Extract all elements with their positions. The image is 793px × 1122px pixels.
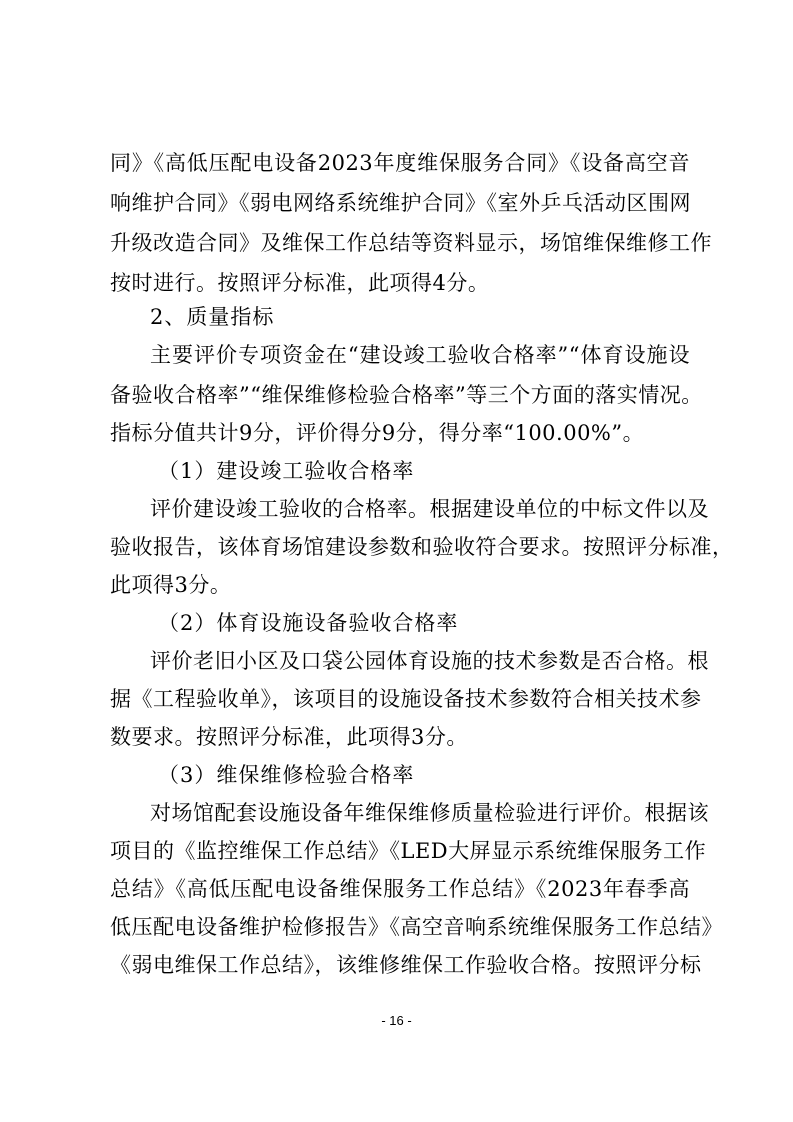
paragraph-line: 总结》《高低压配电设备维保服务工作总结》《2023年春季高: [110, 877, 690, 901]
paragraph-line: 对场馆配套设施设备年维保维修质量检验进行评价。根据该: [150, 801, 709, 825]
paragraph-line: 《弱电维保工作总结》，该维修维保工作验收合格。按照评分标: [110, 953, 702, 977]
paragraph-line: 按时进行。按照评分标准，此项得4分。: [110, 271, 490, 295]
paragraph-line: 评价建设竣工验收的合格率。根据建设单位的中标文件以及: [150, 497, 709, 521]
page-number: - 16 -: [381, 1013, 412, 1028]
paragraph-line: 评价老旧小区及口袋公园体育设施的技术参数是否合格。根: [150, 649, 709, 673]
paragraph-line: 备验收合格率”“维保维修检验合格率”等三个方面的落实情况。: [110, 383, 703, 407]
subsection-heading-2: （2）体育设施设备验收合格率: [158, 611, 459, 635]
paragraph-line: 指标分值共计9分，评价得分9分，得分率“100.00%”。: [110, 421, 645, 445]
paragraph-line: 此项得3分。: [110, 573, 232, 597]
subsection-heading-1: （1）建设竣工验收合格率: [158, 459, 415, 483]
paragraph-line: 项目的《监控维保工作总结》《LED大屏显示系统维保服务工作: [110, 839, 707, 863]
paragraph-line: 升级改造合同》及维保工作总结等资料显示，场馆维保维修工作: [110, 231, 712, 255]
paragraph-line: 数要求。按照评分标准，此项得3分。: [110, 725, 468, 749]
paragraph-line: 据《工程验收单》，该项目的设施设备技术参数符合相关技术参: [110, 687, 702, 711]
paragraph-line: 验收报告，该体育场馆建设参数和验收符合要求。按照评分标准，: [110, 535, 734, 559]
section-heading-quality: 2、质量指标: [150, 305, 275, 329]
paragraph-line: 低压配电设备维护检修报告》《高空音响系统维保服务工作总结》: [110, 915, 723, 939]
paragraph-line: 同》《高低压配电设备2023年度维保服务合同》《设备高空音: [110, 151, 690, 175]
subsection-heading-3: （3）维保维修检验合格率: [158, 763, 415, 787]
paragraph-line: 响维护合同》《弱电网络系统维护合同》《室外乒乓活动区围网: [110, 191, 691, 215]
paragraph-line: 主要评价专项资金在“建设竣工验收合格率”“体育设施设: [150, 343, 690, 367]
